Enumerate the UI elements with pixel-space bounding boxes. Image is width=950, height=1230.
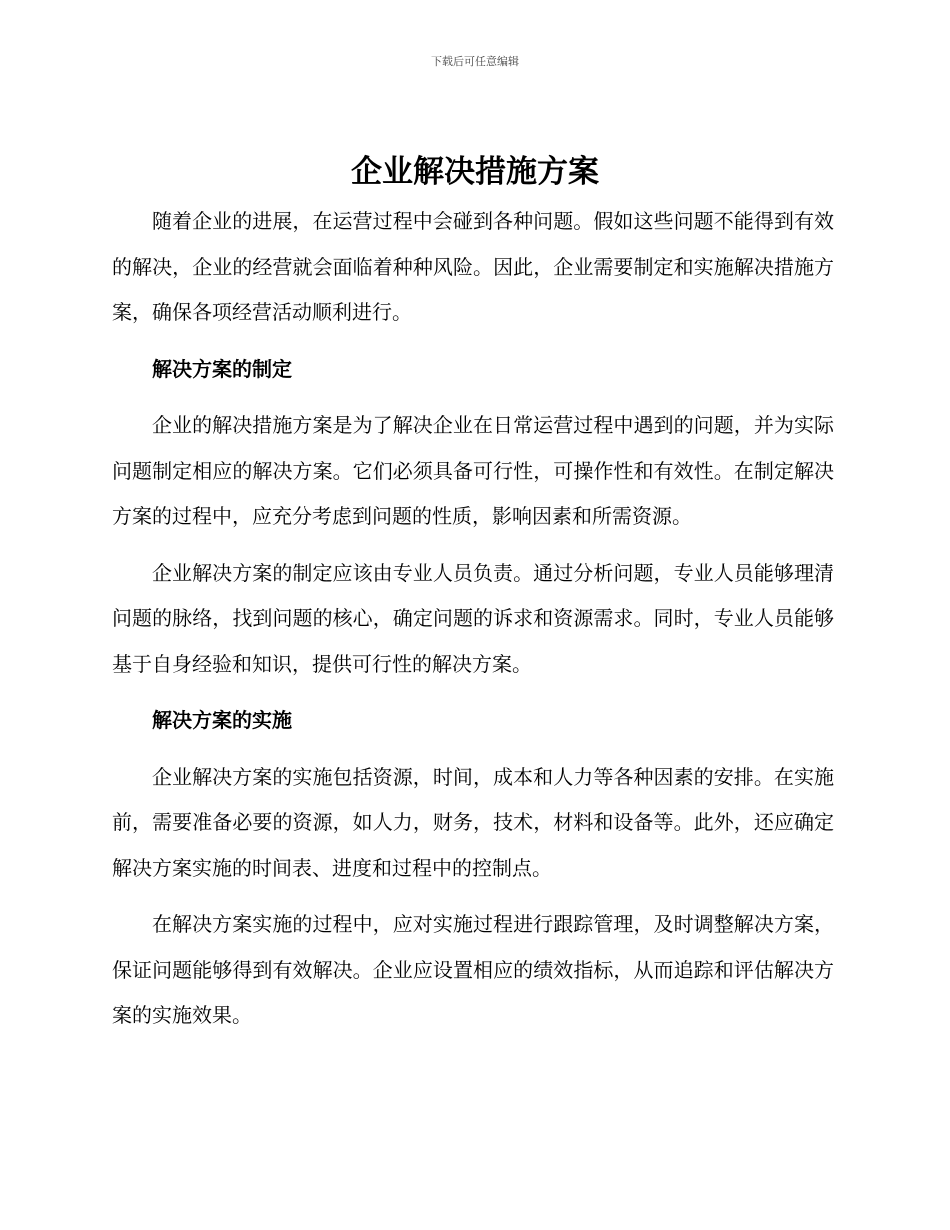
paragraph-intro: 随着企业的进展，在运营过程中会碰到各种问题。假如这些问题不能得到有效的解决，企业的经营就会面临着种种风险。因此，企业需要制定和实施解决措施方案，确保各项经营活动顺利进行。 bbox=[112, 209, 834, 324]
header-note: 下载后可任意编辑 bbox=[431, 55, 519, 68]
section-heading-formulation: 解决方案的制定 bbox=[152, 356, 292, 381]
paragraph-formulation-purpose: 企业的解决措施方案是为了解决企业在日常运营过程中遇到的问题，并为实际问题制定相应的解决方案。它们必须具备可行性，可操作性和有效性。在制定解决方案的过程中，应充分考虑到问题的性质，影响因素和所需资源。 bbox=[112, 413, 834, 528]
document-title: 企业解决措施方案 bbox=[351, 154, 599, 190]
paragraph-implementation-tracking: 在解决方案实施的过程中，应对实施过程进行跟踪管理，及时调整解决方案，保证问题能够得到有效解决。企业应设置相应的绩效指标，从而追踪和评估解决方案的实施效果。 bbox=[112, 912, 834, 1027]
paragraph-formulation-responsibility: 企业解决方案的制定应该由专业人员负责。通过分析问题，专业人员能够理清问题的脉络，找到问题的核心，确定问题的诉求和资源需求。同时，专业人员能够基于自身经验和知识，提供可行性的解决方案。 bbox=[112, 560, 834, 676]
paragraph-implementation-resources: 企业解决方案的实施包括资源，时间，成本和人力等各种因素的安排。在实施前，需要准备必要的资源，如人力，财务，技术，材料和设备等。此外，还应确定解决方案实施的时间表、进度和过程中的控制点。 bbox=[112, 764, 834, 880]
section-heading-implementation: 解决方案的实施 bbox=[152, 708, 292, 732]
document-body bbox=[112, 199, 834, 1050]
